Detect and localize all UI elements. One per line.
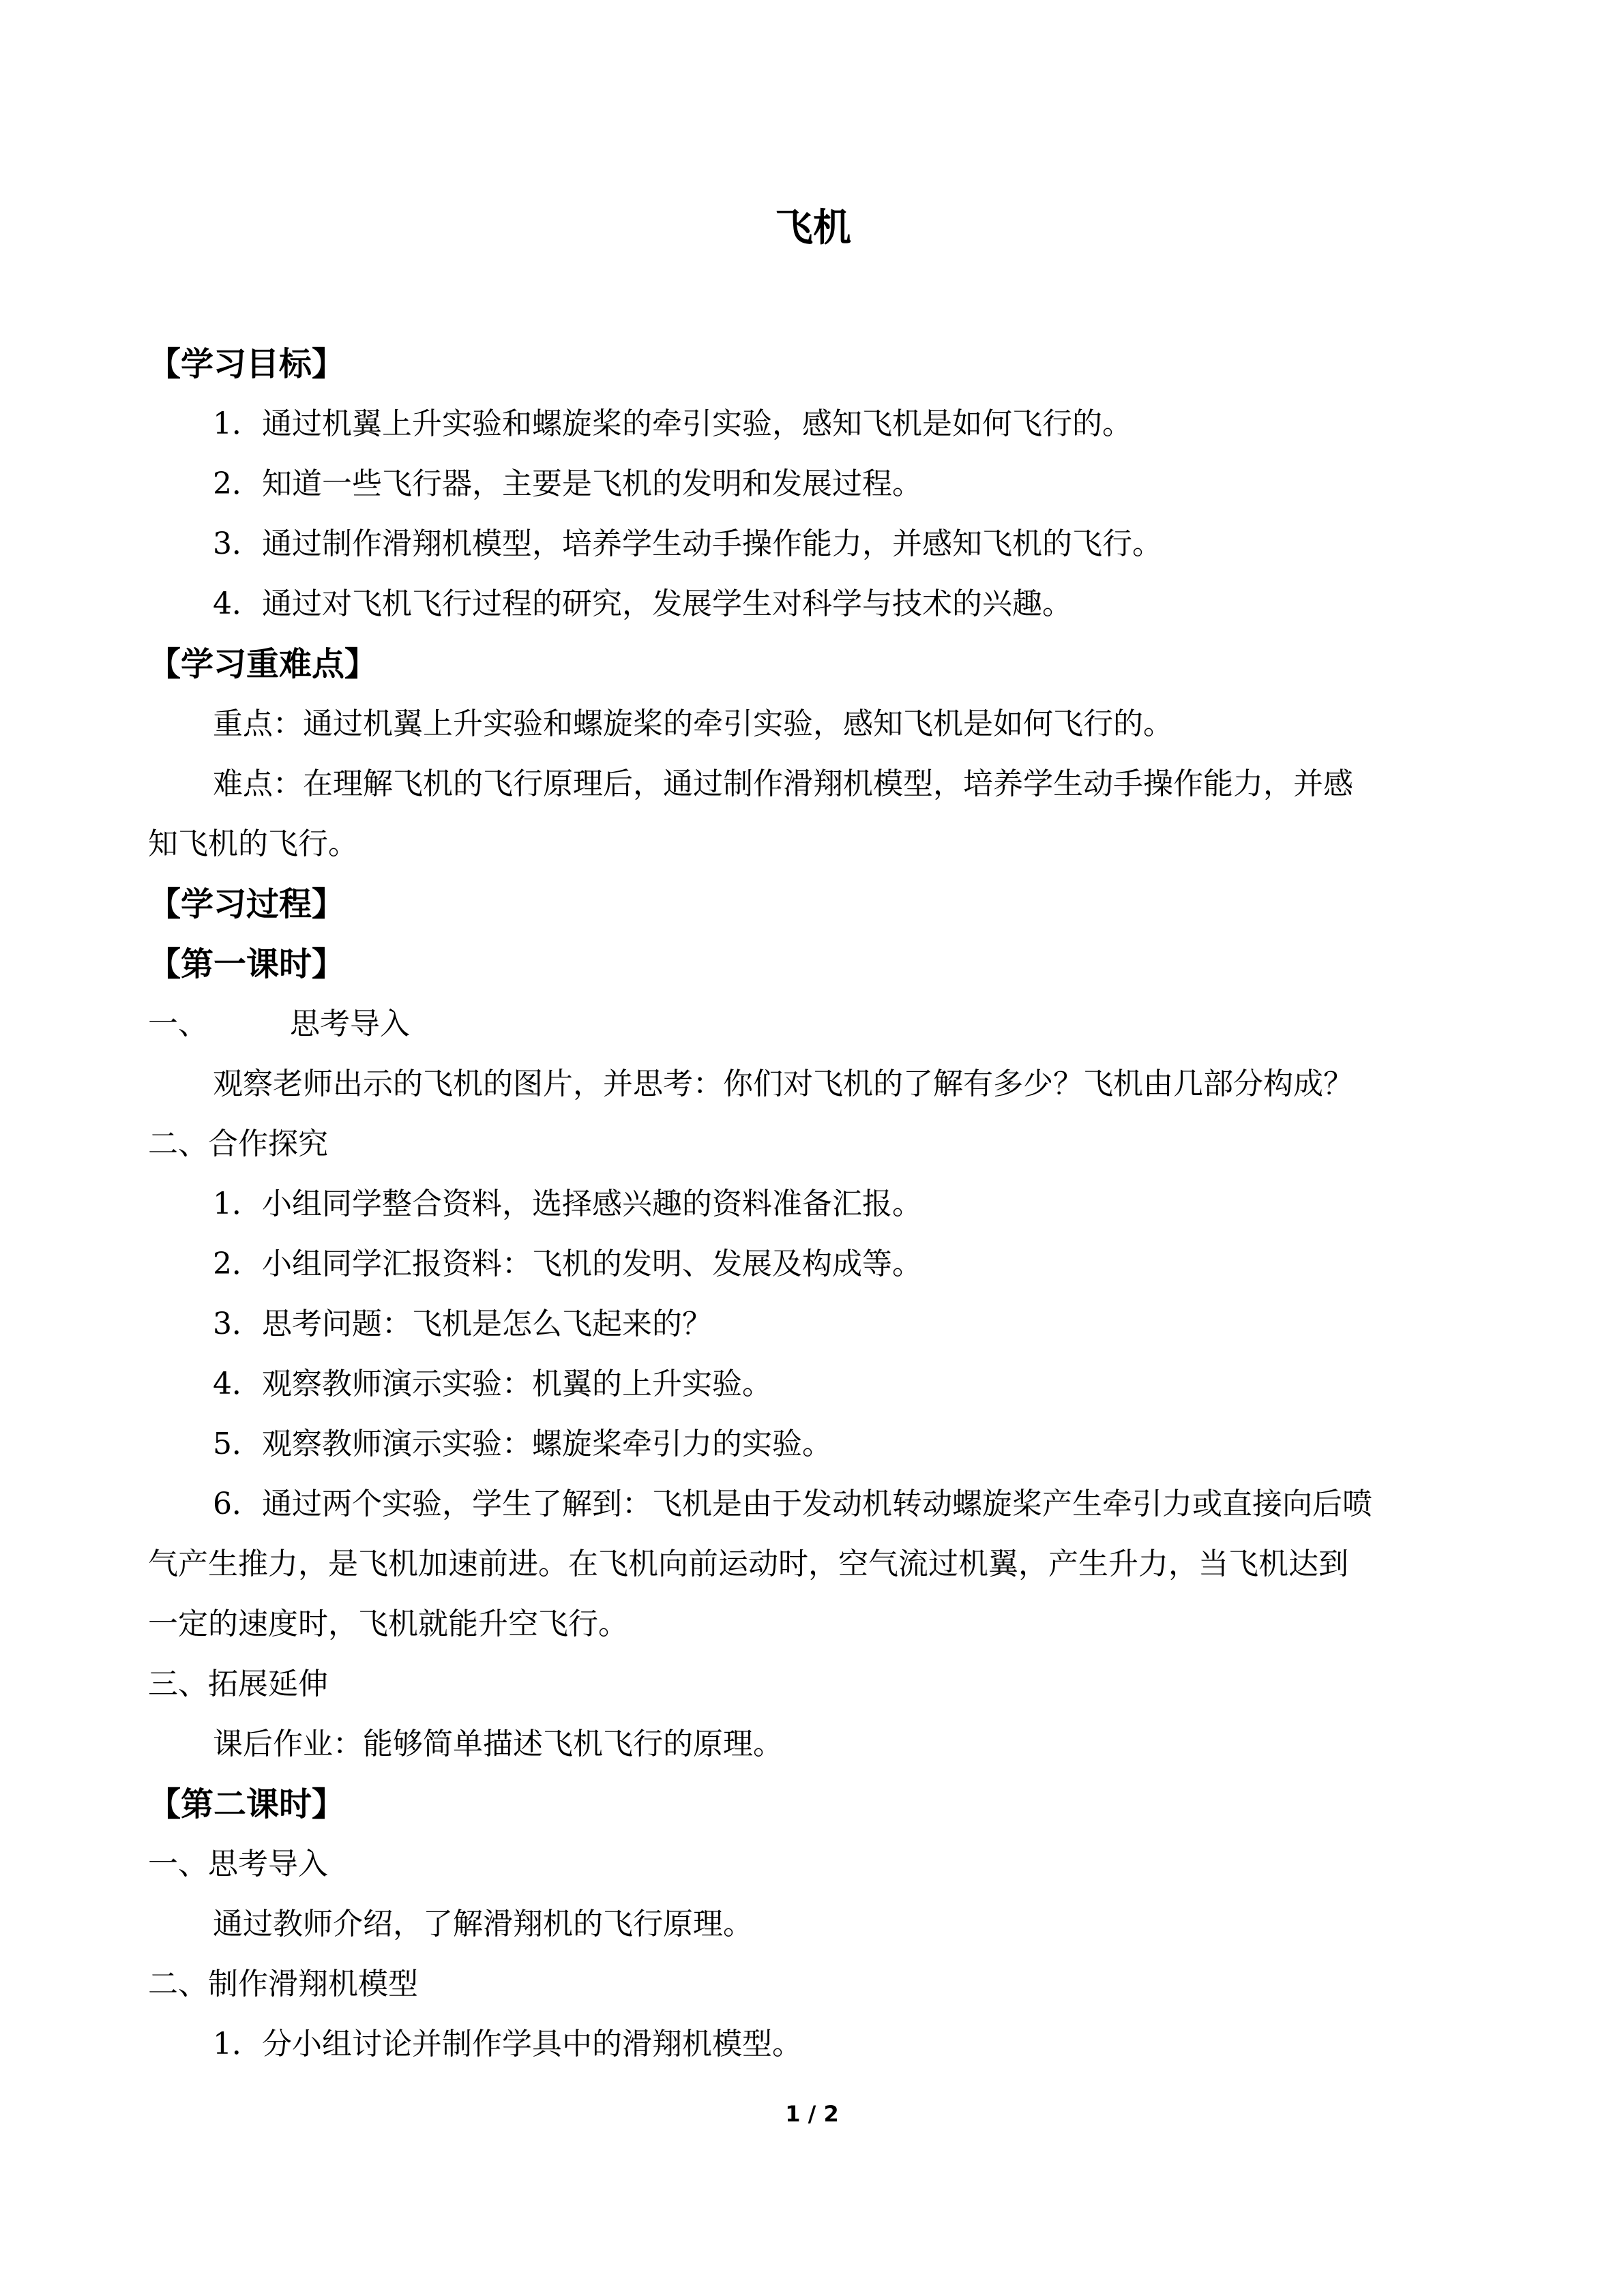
lesson1-part3-label: 三、拓展延伸 bbox=[148, 1667, 328, 1701]
goal-item: 2．知道一些飞行器，主要是飞机的发明和发展过程。 bbox=[213, 466, 922, 501]
lesson1-part1-title: 思考导入 bbox=[290, 1007, 410, 1041]
lesson1-part2-label: 二、合作探究 bbox=[148, 1127, 328, 1161]
process-heading: 【学习过程】 bbox=[148, 885, 345, 923]
page-number: 1 / 2 bbox=[785, 2101, 839, 2127]
lesson2-step: 1．分小组讨论并制作学具中的滑翔机模型。 bbox=[213, 2027, 802, 2061]
lesson1-step6: 6．通过两个实验，学生了解到：飞机是由于发动机转动螺旋桨产生牵引力或直接向后喷 bbox=[213, 1487, 1372, 1521]
lesson1-step: 3．思考问题：飞机是怎么飞起来的？ bbox=[213, 1307, 712, 1341]
lesson1-step: 1．小组同学整合资料，选择感兴趣的资料准备汇报。 bbox=[213, 1187, 922, 1221]
lesson2-part1-text: 通过教师介绍，了解滑翔机的飞行原理。 bbox=[213, 1907, 753, 1941]
difficult-point-text: 难点：在理解飞机的飞行原理后，通过制作滑翔机模型，培养学生动手操作能力，并感 bbox=[213, 766, 1353, 801]
lesson1-part3-text: 课后作业：能够简单描述飞机飞行的原理。 bbox=[213, 1727, 783, 1761]
lesson1-step6-cont: 一定的速度时，飞机就能升空飞行。 bbox=[148, 1607, 628, 1641]
goal-item: 4．通过对飞机飞行过程的研究，发展学生对科学与技术的兴趣。 bbox=[213, 586, 1072, 621]
lesson1-part1-text: 观察老师出示的飞机的图片，并思考：你们对飞机的了解有多少？飞机由几部分构成？ bbox=[213, 1067, 1353, 1101]
difficult-point-text-cont: 知飞机的飞行。 bbox=[148, 826, 358, 861]
lesson1-heading: 【第一课时】 bbox=[148, 945, 345, 983]
goal-item: 1．通过机翼上升实验和螺旋桨的牵引实验，感知飞机是如何飞行的。 bbox=[213, 406, 1132, 441]
lesson2-part2-label: 二、制作滑翔机模型 bbox=[148, 1967, 418, 2001]
lesson1-part1-number: 一、 bbox=[148, 1007, 208, 1041]
lesson1-step: 2．小组同学汇报资料：飞机的发明、发展及构成等。 bbox=[213, 1247, 922, 1281]
key-point-text: 重点：通过机翼上升实验和螺旋桨的牵引实验，感知飞机是如何飞行的。 bbox=[213, 706, 1173, 741]
lesson2-part1-label: 一、思考导入 bbox=[148, 1847, 328, 1881]
lesson2-heading: 【第二课时】 bbox=[148, 1785, 345, 1823]
lesson1-part1-label bbox=[148, 994, 1478, 1054]
lesson1-step: 4．观察教师演示实验：机翼的上升实验。 bbox=[213, 1367, 772, 1401]
document-body bbox=[148, 198, 1478, 2074]
goal-item: 3．通过制作滑翔机模型，培养学生动手操作能力，并感知飞机的飞行。 bbox=[213, 526, 1162, 561]
page-title: 飞机 bbox=[775, 206, 851, 250]
key-points-heading: 【学习重难点】 bbox=[148, 645, 378, 683]
lesson1-step: 5．观察教师演示实验：螺旋桨牵引力的实验。 bbox=[213, 1427, 832, 1461]
lesson1-step6-cont: 气产生推力，是飞机加速前进。在飞机向前运动时，空气流过机翼，产生升力，当飞机达到 bbox=[148, 1547, 1348, 1581]
goals-heading: 【学习目标】 bbox=[148, 345, 345, 383]
